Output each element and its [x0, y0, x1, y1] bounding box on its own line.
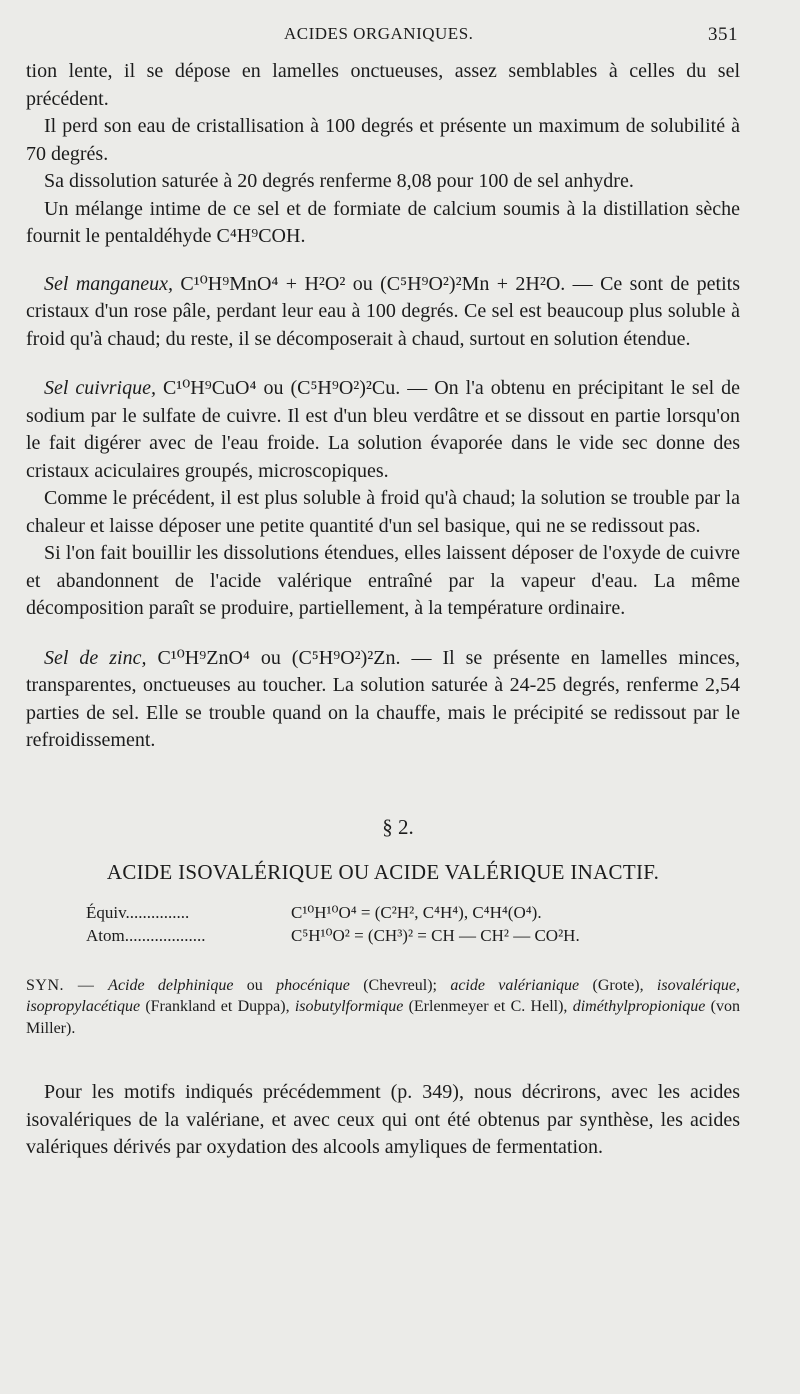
- sel-zinc-text: C¹⁰H⁹ZnO⁴ ou (C⁵H⁹O²)²Zn. — Il se présente en lamelles minces, transparentes, onctueuses au toucher. La solution saturée à 24-25 degrés, renferme 2,54 parties de sel. Elle se trouble quand on la chauffe, mais le précipité se redissout par le refroidissement.: [26, 646, 741, 751]
- synonym-term: isovalérique, isopropylacétique: [26, 976, 741, 1015]
- formula-label: Équiv...............: [86, 902, 190, 922]
- paragraph-sel-zinc: [26, 645, 740, 755]
- paragraph-comme-precedent: Comme le précédent, il est plus soluble à froid qu'à chaud; la solution se trouble par la chaleur et laisse déposer une petite quantité d'un sel basique, qui ne se redissout pas.: [26, 487, 740, 537]
- paragraph-cristallisation: Il perd son eau de cristallisation à 100 degrés et présente un maximum de solubilité à 70 degrés.: [26, 115, 740, 165]
- sel-zinc-title: Sel de zinc,: [44, 646, 147, 669]
- page-header: [0, 20, 800, 50]
- sel-cuivrique-text: C¹⁰H⁹CuO⁴ ou (C⁵H⁹O²)²Cu. — On l'a obtenu en précipitant le sel de sodium par le sulfate de cuivre. Il est d'un bleu verdâtre et se dissout en partie lorsqu'on le fait digérer avec de l'eau froide. La solution évaporée dans le vide sec donne des cristaux aciculaires groupés, microscopiques.: [26, 377, 740, 482]
- page-body: [26, 58, 740, 1162]
- section-mark: § 2.: [382, 814, 414, 839]
- formula-label: Atom...................: [86, 925, 206, 945]
- formula-block: [86, 901, 740, 947]
- paragraph-sel-cuivrique: [26, 375, 740, 485]
- synonym-term: Acide delphinique: [108, 976, 234, 994]
- running-head: ACIDES ORGANIQUES.: [284, 24, 474, 43]
- formula-row-equiv: [86, 901, 740, 924]
- paragraph-dissolution: Sa dissolution saturée à 20 degrés renferme 8,08 pour 100 de sel anhydre.: [44, 170, 634, 192]
- section-title: ACIDE ISOVALÉRIQUE OU ACIDE VALÉRIQUE INACTIF.: [106, 859, 660, 884]
- synonym-author: (Frankland et Duppa),: [140, 998, 295, 1015]
- formula-value: C⁵H¹⁰O² = (CH³)² = CH — CH² — CO²H.: [291, 925, 580, 945]
- sel-manganeux-title: Sel manganeux,: [44, 272, 174, 295]
- paragraph-continuation: tion lente, il se dépose en lamelles onctueuses, assez semblables à celles du sel précédent.: [26, 60, 740, 110]
- synonyms-lead: SYN. —: [26, 976, 109, 994]
- synonym-term: acide valérianique: [450, 976, 580, 994]
- formula-value: C¹⁰H¹⁰O⁴ = (C²H², C⁴H⁴), C⁴H⁴(O⁴).: [291, 902, 542, 922]
- sel-manganeux-text: C¹⁰H⁹MnO⁴ + H²O² ou (C⁵H⁹O²)²Mn + 2H²O. — Ce sont de petits cristaux d'un rose pâle, perdant leur eau à 100 degrés. Ce sel est beaucoup plus soluble à froid qu'à chaud; du reste, il se décomposerait à chaud, surtout en solution étendue.: [26, 272, 740, 350]
- synonym-author: (Grote),: [579, 976, 657, 994]
- synonym-term: isobutylformique: [294, 998, 404, 1015]
- formula-row-atom: [86, 924, 740, 947]
- paragraph-sel-manganeux: [26, 271, 740, 354]
- synonym-author: (Erlenmeyer et C. Hell),: [403, 998, 573, 1015]
- synonym-sep: ou: [233, 976, 277, 994]
- paragraph-final: Pour les motifs indiqués précédemment (p. 349), nous décrirons, avec les acides isovalériques de la valériane, et avec ceux qui ont été obtenus par synthèse, les acides valériques dérivés par oxydation des alcools amyliques de fermentation.: [26, 1081, 740, 1158]
- paragraph-distillation: Un mélange intime de ce sel et de formiate de calcium soumis à la distillation sèche fournit le pentaldéhyde C⁴H⁹COH.: [26, 197, 740, 247]
- synonym-term: diméthylpropionique: [572, 998, 706, 1015]
- synonym-author: (Chevreul);: [349, 976, 451, 994]
- synonym-term: phocénique: [276, 976, 350, 994]
- sel-cuivrique-title: Sel cuivrique,: [44, 377, 156, 399]
- synonym-author: (von Miller).: [26, 998, 741, 1037]
- paragraph-bouillir: Si l'on fait bouillir les dissolutions étendues, elles laissent déposer de l'oxyde de cuivre et abandonnent de l'acide valérique entraîné par la vapeur d'eau. La même décomposition paraît se produire, partiellement, à la température ordinaire.: [26, 542, 740, 619]
- synonyms-paragraph: [26, 975, 740, 1040]
- page-number: 351: [708, 24, 738, 45]
